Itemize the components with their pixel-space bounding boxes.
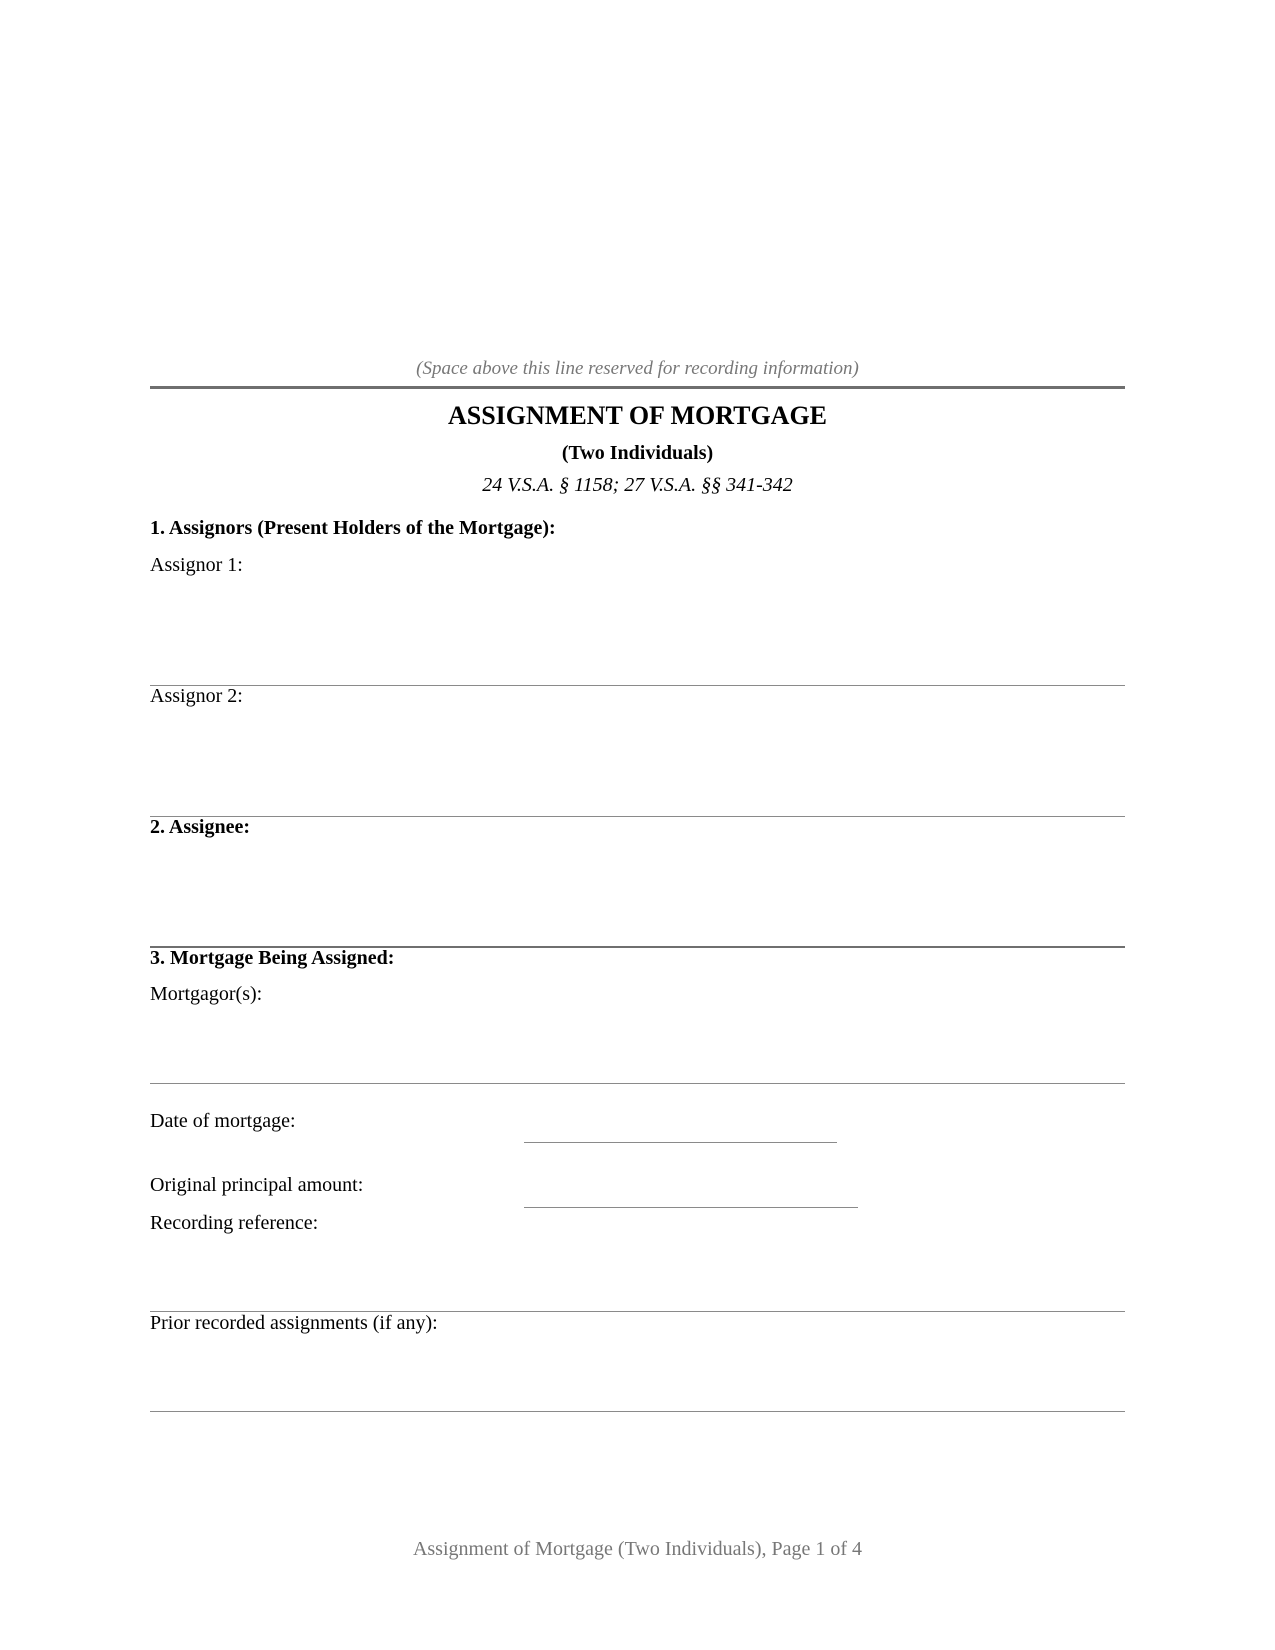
- date-of-mortgage-field-line[interactable]: [524, 1142, 837, 1143]
- assignor-1-field-line[interactable]: [150, 685, 1125, 686]
- original-principal-label: Original principal amount:: [150, 1174, 364, 1196]
- assignor-2-field-line[interactable]: [150, 816, 1125, 817]
- mortgagors-label: Mortgagor(s):: [150, 983, 263, 1005]
- section-2-heading: 2. Assignee:: [150, 816, 250, 838]
- mortgagors-field-line[interactable]: [150, 1083, 1125, 1084]
- statute-citation: 24 V.S.A. § 1158; 27 V.S.A. §§ 341-342: [482, 474, 793, 496]
- document-title: ASSIGNMENT OF MORTGAGE: [447, 401, 828, 430]
- section-1-heading: 1. Assignors (Present Holders of the Mortgage):: [150, 517, 556, 539]
- recording-space-note: (Space above this line reserved for recording information): [416, 358, 859, 379]
- assignor-1-label: Assignor 1:: [150, 554, 243, 576]
- recording-divider: [150, 386, 1125, 389]
- recording-reference-label: Recording reference:: [150, 1212, 319, 1234]
- original-principal-field-line[interactable]: [524, 1207, 858, 1208]
- section-3-heading: 3. Mortgage Being Assigned:: [150, 947, 395, 969]
- prior-assignments-label: Prior recorded assignments (if any):: [150, 1312, 438, 1334]
- prior-assignments-field-line[interactable]: [150, 1411, 1125, 1412]
- assignor-2-label: Assignor 2:: [150, 685, 243, 707]
- page-footer: Assignment of Mortgage (Two Individuals), Page 1 of 4: [412, 1538, 863, 1560]
- document-subtitle: (Two Individuals): [561, 442, 714, 464]
- date-of-mortgage-label: Date of mortgage:: [150, 1110, 296, 1132]
